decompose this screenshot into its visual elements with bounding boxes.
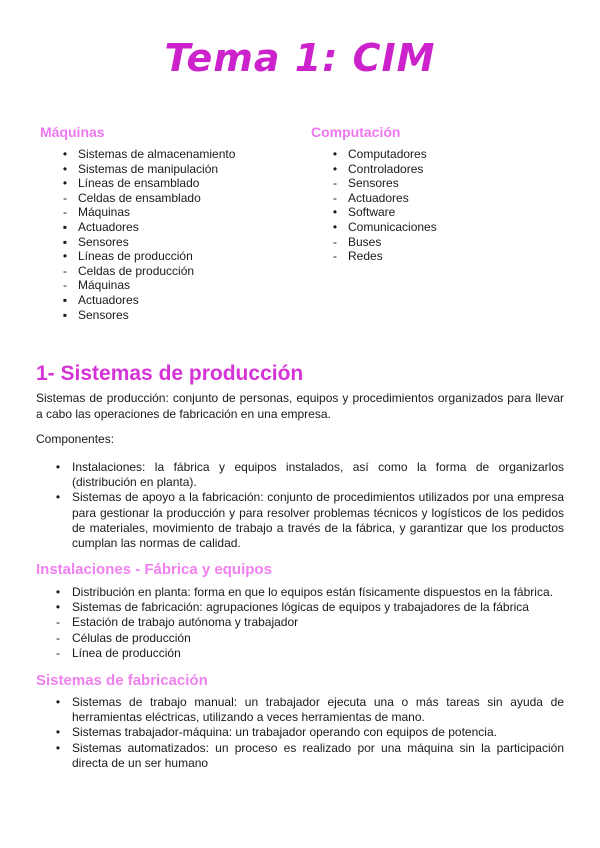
- bullet-marker: •: [55, 490, 61, 505]
- instalaciones-heading: Instalaciones - Fábrica y equipos: [36, 561, 272, 578]
- list-item: [52, 615, 564, 630]
- list-item: [58, 220, 288, 235]
- bullet-marker: •: [62, 161, 68, 176]
- sistemas-fabricacion-heading: Sistemas de fabricación: [36, 672, 208, 689]
- bullet-marker: •: [55, 460, 61, 474]
- bullet-marker: -: [63, 205, 67, 220]
- list-item-text: Actuadores: [78, 292, 139, 307]
- bullet-marker: •: [332, 147, 338, 161]
- list-item: [52, 631, 564, 646]
- list-item-text: Máquinas: [78, 205, 131, 220]
- bullet-marker: -: [63, 263, 67, 278]
- list-item: [58, 176, 288, 191]
- bullet-marker: -: [63, 278, 67, 293]
- bullet-marker: ▪: [62, 219, 68, 234]
- list-item: [58, 249, 288, 264]
- bullet-marker: ▪: [62, 292, 68, 307]
- list-item: [58, 235, 288, 250]
- list-item-text: Sistemas de almacenamiento: [78, 147, 236, 161]
- list-item-text: Máquinas: [78, 278, 131, 293]
- bullet-marker: •: [55, 725, 61, 740]
- list-item-text: Actuadores: [348, 190, 409, 205]
- bullet-marker: •: [55, 695, 61, 709]
- list-item: [328, 249, 558, 264]
- list-item-text: Distribución en planta: forma en que lo equipos están físicamente dispuestos en la fábrica.: [72, 585, 553, 599]
- list-item: [52, 490, 564, 551]
- list-item-text: Celdas de producción: [78, 263, 195, 278]
- maquinas-heading: Máquinas: [40, 124, 105, 140]
- list-item: [328, 176, 558, 191]
- list-item: [328, 205, 558, 220]
- list-item-text: Líneas de producción: [78, 249, 193, 264]
- bullet-marker: •: [332, 205, 338, 220]
- list-item: [52, 585, 564, 600]
- maquinas-list: [58, 147, 288, 322]
- bullet-marker: ▪: [62, 307, 68, 322]
- list-item-text: Computadores: [348, 147, 427, 161]
- instalaciones-list: [52, 585, 564, 661]
- list-item-text: Sistemas de apoyo a la fabricación: conjunto de procedimientos utilizados por una empresa para gestionar la producción y para resolver problemas técnicos y logísticos de los pedidos de materiales, movimiento de trabajo a través de la fábrica, y garantizar que los productos cumplan las normas de calidad.: [72, 490, 564, 551]
- list-item-text: Sistemas trabajador-máquina: un trabajador operando con equipos de potencia.: [72, 725, 497, 740]
- list-item: [328, 235, 558, 250]
- list-item: [58, 293, 288, 308]
- list-item: [328, 220, 558, 235]
- components-label: Componentes:: [36, 432, 115, 446]
- list-item: [52, 725, 564, 740]
- list-item-text: Sistemas de trabajo manual: un trabajador ejecuta una o más tareas sin ayuda de herramientas eléctricas, utilizando a veces herramientas de mano.: [72, 695, 564, 725]
- list-item: [52, 695, 564, 725]
- list-item: [58, 147, 288, 162]
- list-item-text: Sistemas de manipulación: [78, 161, 219, 176]
- list-item-text: Líneas de ensamblado: [78, 176, 200, 191]
- list-item: [58, 191, 288, 206]
- bullet-marker: •: [55, 600, 61, 615]
- bullet-marker: -: [333, 249, 337, 264]
- list-item-text: Instalaciones: la fábrica y equipos instalados, así como la forma de organizarlos (distribución en planta).: [72, 460, 564, 490]
- list-item-text: Sistemas de fabricación: agrupaciones lógicas de equipos y trabajadores de la fábrica: [72, 600, 529, 615]
- bullet-marker: -: [56, 615, 60, 630]
- definition-paragraph: Sistemas de producción: conjunto de personas, equipos y procedimientos organizados para llevar a cabo las operaciones de fabricación en una empresa.: [36, 391, 564, 421]
- list-item-text: Comunicaciones: [348, 219, 437, 234]
- bullet-marker: •: [62, 249, 68, 264]
- list-item: [328, 147, 558, 162]
- list-item-text: Sistemas automatizados: un proceso es realizado por una máquina sin la participación directa de un ser humano: [72, 740, 564, 770]
- sistemas-fabricacion-list: [52, 695, 564, 771]
- list-item-text: Estación de trabajo autónoma y trabajador: [72, 615, 299, 630]
- bullet-marker: -: [333, 234, 337, 249]
- list-item: [52, 646, 564, 661]
- page-title: Tema 1: CIM: [164, 36, 436, 80]
- bullet-marker: -: [63, 190, 67, 205]
- list-item-text: Sensores: [78, 307, 129, 322]
- bullet-marker: •: [62, 147, 68, 161]
- bullet-marker: •: [332, 161, 338, 176]
- list-item-text: Línea de producción: [72, 645, 181, 660]
- list-item-text: Células de producción: [72, 630, 191, 645]
- list-item-text: Sensores: [348, 176, 399, 191]
- list-item-text: Celdas de ensamblado: [78, 190, 201, 205]
- list-item: [52, 600, 564, 615]
- list-item: [58, 162, 288, 177]
- bullet-marker: •: [62, 176, 68, 191]
- computacion-list: [328, 147, 558, 264]
- list-item: [52, 460, 564, 490]
- bullet-marker: -: [333, 190, 337, 205]
- list-item: [52, 741, 564, 771]
- list-item-text: Actuadores: [78, 219, 139, 234]
- list-item: [58, 308, 288, 323]
- list-item-text: Redes: [348, 249, 383, 264]
- list-item-text: Buses: [348, 234, 382, 249]
- list-item: [58, 278, 288, 293]
- bullet-marker: •: [55, 585, 61, 599]
- list-item-text: Sensores: [78, 234, 129, 249]
- list-item-text: Software: [348, 205, 396, 220]
- list-item: [58, 205, 288, 220]
- components-list: [52, 460, 564, 551]
- list-item: [328, 191, 558, 206]
- list-item: [328, 162, 558, 177]
- bullet-marker: -: [56, 630, 60, 645]
- list-item-text: Controladores: [348, 161, 424, 176]
- bullet-marker: •: [332, 219, 338, 234]
- bullet-marker: •: [55, 740, 61, 755]
- bullet-marker: ▪: [62, 234, 68, 249]
- list-item: [58, 264, 288, 279]
- bullet-marker: -: [333, 176, 337, 191]
- computacion-heading: Computación: [311, 124, 401, 140]
- bullet-marker: -: [56, 645, 60, 660]
- section-heading-sistemas-produccion: 1- Sistemas de producción: [36, 362, 304, 385]
